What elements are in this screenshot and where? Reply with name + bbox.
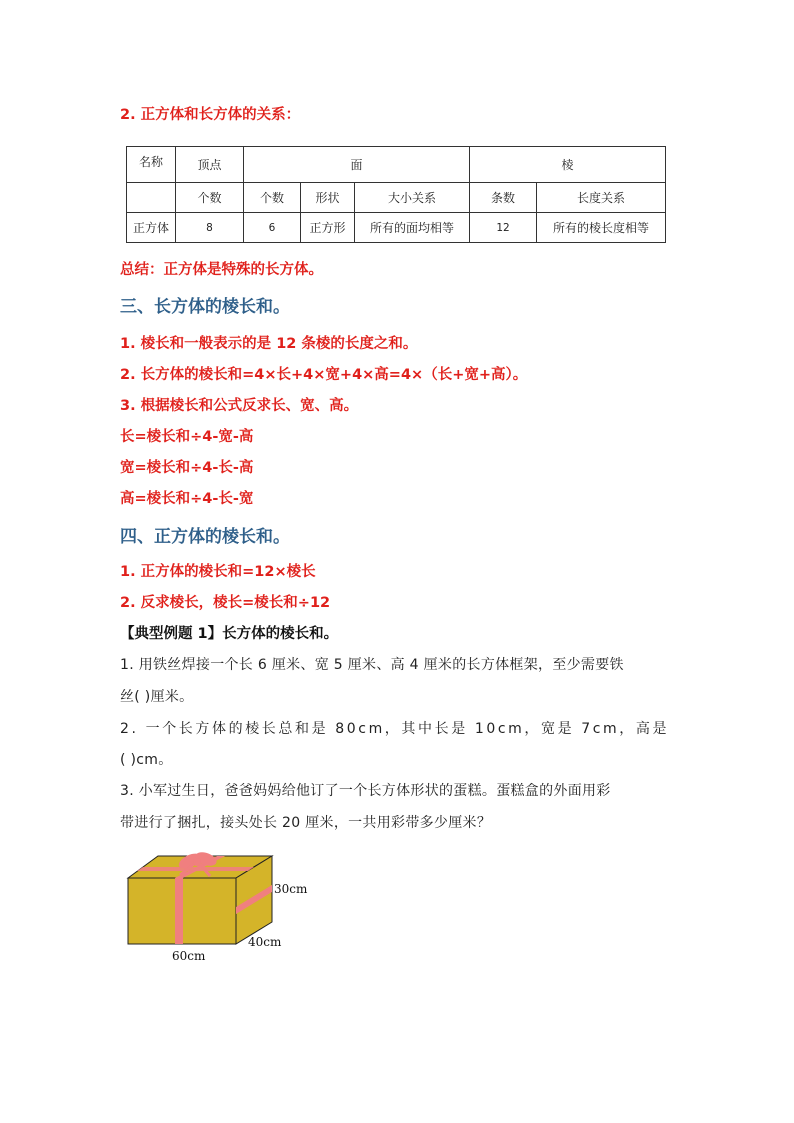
section-2-title: 2. 正方体和长方体的关系： <box>120 107 301 123</box>
row-edge-length: 所有的棱长度相等 <box>537 213 666 243</box>
section-3-item-2: 2. 长方体的棱长和=4×长+4×宽+4×高=4×（长+宽+高）。 <box>120 367 528 383</box>
section-3-item-3: 3. 根据棱长和公式反求长、宽、高。 <box>120 398 359 414</box>
section-3-heading: 三、长方体的棱长和。 <box>120 297 290 317</box>
sub-vertex-count: 个数 <box>176 183 244 213</box>
ribbon-top-left-right <box>137 867 254 871</box>
formula-length: 长=棱长和÷4-宽-高 <box>120 429 254 445</box>
section-4-item-2: 2. 反求棱长，棱长=棱长和÷12 <box>120 595 331 611</box>
row-name: 正方体 <box>127 213 176 243</box>
question-3-line-2: 带进行了捆扎，接头处长 20 厘米，一共用彩带多少厘米？ <box>120 815 492 831</box>
row-face-count: 6 <box>244 213 301 243</box>
header-edge: 棱 <box>470 147 666 183</box>
formula-width: 宽=棱长和÷4-长-高 <box>120 460 254 476</box>
row-edge-count: 12 <box>470 213 537 243</box>
sub-face-shape: 形状 <box>301 183 355 213</box>
sub-face-size: 大小关系 <box>355 183 470 213</box>
question-1-line-2: 丝( )厘米。 <box>120 689 194 705</box>
header-vertex: 顶点 <box>176 147 244 183</box>
section-4-item-1: 1. 正方体的棱长和=12×棱长 <box>120 564 316 580</box>
width-label: 40cm <box>248 935 282 949</box>
question-1-line-1: 1. 用铁丝焊接一个长 6 厘米、宽 5 厘米、高 4 厘米的长方体框架，至少需要铁 <box>120 657 624 673</box>
length-label: 60cm <box>172 949 206 963</box>
row-face-size: 所有的面均相等 <box>355 213 470 243</box>
sub-edge-count: 条数 <box>470 183 537 213</box>
sub-edge-length: 长度关系 <box>537 183 666 213</box>
question-2-line-2: ( )cm。 <box>120 752 173 768</box>
section-4-heading: 四、正方体的棱长和。 <box>120 527 290 547</box>
height-label: 30cm <box>274 882 308 896</box>
question-2-line-1: 2. 一个长方体的棱长总和是 80cm，其中长是 10cm，宽是 7cm，高是 <box>120 721 670 737</box>
example-title: 【典型例题 1】长方体的棱长和。 <box>120 626 339 642</box>
sub-face-count: 个数 <box>244 183 301 213</box>
cube-cuboid-relation-table <box>126 146 666 243</box>
question-3-line-1: 3. 小军过生日，爸爸妈妈给他订了一个长方体形状的蛋糕。蛋糕盒的外面用彩 <box>120 783 611 799</box>
row-vertex: 8 <box>176 213 244 243</box>
header-name-empty <box>127 183 176 213</box>
header-name: 名称 <box>127 147 176 183</box>
formula-height: 高=棱长和÷4-长-宽 <box>120 491 254 507</box>
row-face-shape: 正方形 <box>301 213 355 243</box>
summary: 总结：正方体是特殊的长方体。 <box>120 262 323 278</box>
header-face: 面 <box>244 147 470 183</box>
section-3-item-1: 1. 棱长和一般表示的是 12 条棱的长度之和。 <box>120 336 418 352</box>
gift-box-diagram <box>120 848 320 968</box>
